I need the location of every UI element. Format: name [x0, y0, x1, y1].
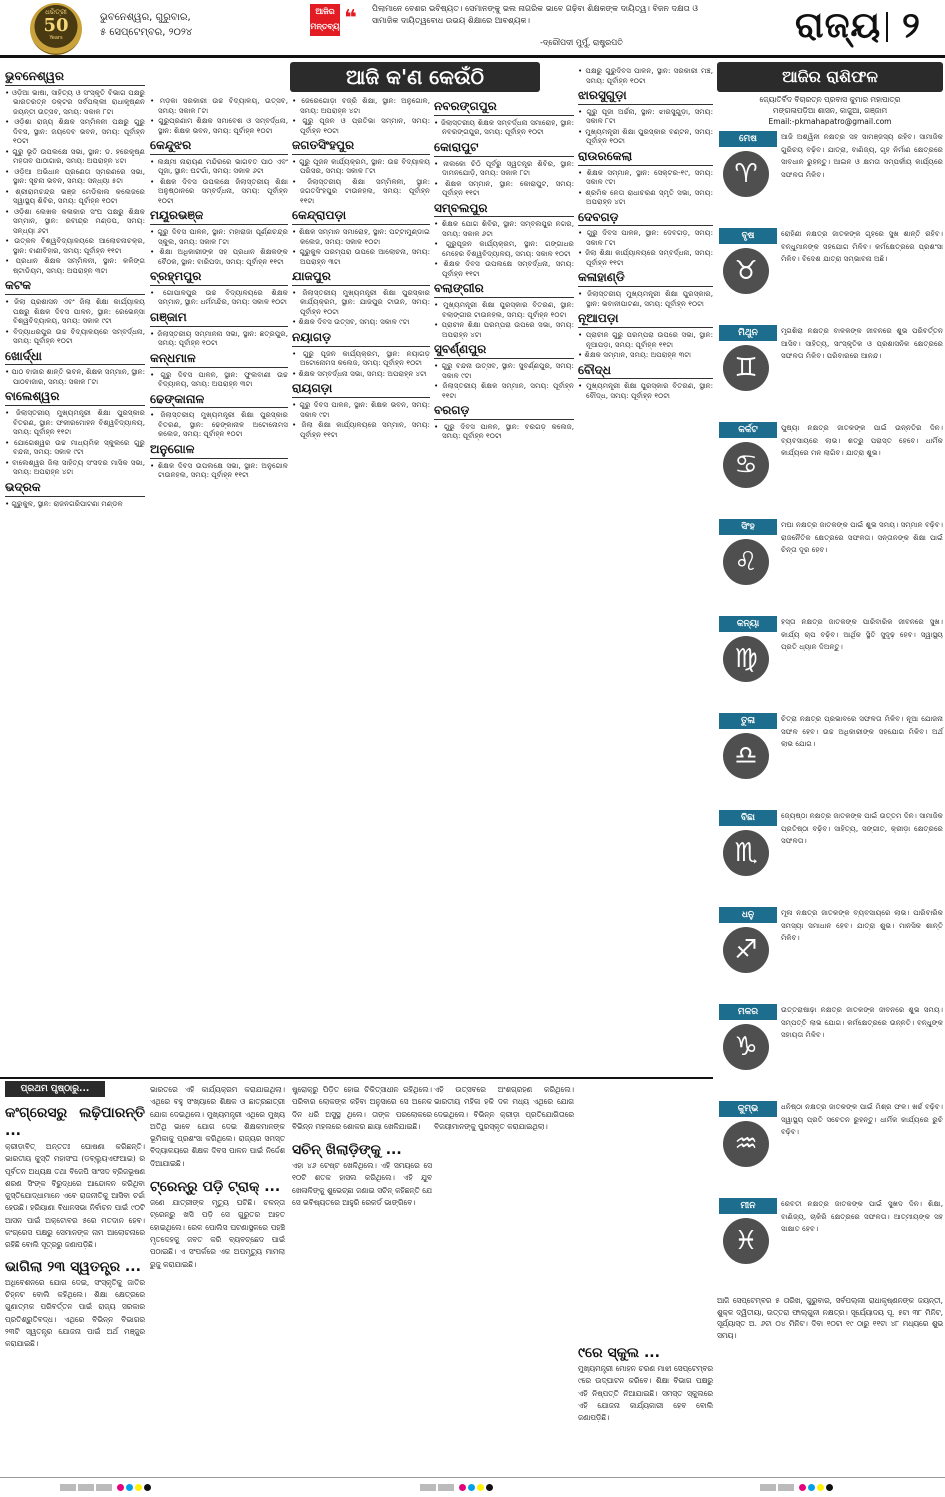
- event-item: • ପ୍ରଧାନ ଶିକ୍ଷକ ସମ୍ମିଳନୀ, ସ୍ଥାନ: କଳିଙ୍ଗ ଷ୍ଟାଡିୟମ, ସମୟ: ଅପରାହ୍ନ ୩ଟା: [5, 256, 145, 275]
- zodiac-icon: ♈: [723, 151, 769, 197]
- masthead: [0, 0, 945, 58]
- event-item: • ଶିକ୍ଷକ ଦିବସ ଉତ୍ସବ, ସମୟ: ସକାଳ ୯ଟା: [292, 317, 430, 327]
- events-banner: ଆଜି କ'ଣ କେଉଁଠି: [290, 62, 540, 92]
- event-item: • ଓଡ଼ିଶା ରାଜ୍ୟ ଶିକ୍ଷକ ସମ୍ମିଳନୀ ପକ୍ଷରୁ ଗୁରୁ ଦିବସ, ସ୍ଥାନ: ଜୟଦେବ ଭବନ, ସମୟ: ପୂର୍ବାହ୍ନ ୧୦ଟା: [5, 117, 145, 146]
- astrologer-email: Email:-pkmahapatro@gmail.com: [768, 117, 892, 126]
- event-item: • ପାଠ ବାଜାର ଶାନ୍ତି ଭବନ, ଶିକ୍ଷକ ସମ୍ମାନ, ସ୍ଥାନ: ପାଠବାଜାର, ସମୟ: ସକାଳ ୮ଟା: [5, 367, 145, 386]
- event-item: • ଗୁରୁ ବନ୍ଦନା ଉତ୍ସବ, ସ୍ଥାନ: ସୁବର୍ଣ୍ଣପୁର, ସମୟ: ସକାଳ ୯ଟା: [434, 361, 574, 380]
- sign-forecast: ଚିତ୍ରା ନକ୍ଷତ୍ର ପ୍ରଭାବରେ ସଫଳତା ମିଳିବ। ନୂଆ ଯୋଜନା ସଫଳ ହେବ। ଉଚ୍ଚ ଅଧିକାରୀଙ୍କ ସହଯୋଗ ମିଳିବ। ଅର୍ଥ ଲାଭ ଯୋଗ।: [781, 714, 943, 748]
- sign-forecast: ଜ୍ୟେଷ୍ଠା ନକ୍ଷତ୍ର ଜାତକଙ୍କ ପାଇଁ ଉତ୍ତମ ଦିନ। ସାମାଜିକ ପ୍ରତିଷ୍ଠା ବଢ଼ିବ। ସାହିତ୍ୟ, ସଙ୍ଗୀତ, କ୍ରୀଡ଼ା କ୍ଷେତ୍ରରେ ସଫଳତା।: [781, 811, 943, 845]
- dateline-place-day: ଭୁବନେଶ୍ୱର, ଗୁରୁବାର,: [100, 12, 191, 23]
- event-item: • ଶିକ୍ଷକ ସମ୍ମାନ, ସ୍ଥାନ: କୋରାପୁଟ, ସମୟ: ପୂର୍ବାହ୍ନ ୧୧ଟା: [434, 179, 574, 198]
- sign-name: ସିଂହ: [719, 519, 777, 535]
- story-headline: ଭାଗିଲା ୨୩ ସ୍ୱତନ୍ତ୍ର ...: [5, 1258, 141, 1275]
- event-item: • ନାଲକୋ ଚିଠି ପୂର୍ବରୁ ସ୍ୱତନ୍ତ୍ର ଶିବିର, ସ୍ଥାନ: ଦାମନଯୋଡ଼ି, ସମୟ: ସକାଳ ୮ଟା: [434, 159, 574, 178]
- district-heading: କନ୍ଧମାଳ: [150, 351, 288, 368]
- event-item: • ଶିକ୍ଷକ ଦିବସ ଉପଲକ୍ଷେ ସଭା, ସ୍ଥାନ: ଅନୁଗୋଳ ଟାଉନହଲ, ସମୟ: ପୂର୍ବାହ୍ନ ୧୧ଟା: [150, 461, 288, 480]
- sign-name: ବିଛା: [719, 810, 777, 826]
- sign-name: ମେଷ: [719, 131, 777, 147]
- event-item: • ଶିକ୍ଷକ ସମ୍ବର୍ଦ୍ଧନା ସଭା, ସମୟ: ଅପରାହ୍ନ ୪ଟା: [292, 369, 430, 379]
- event-item: • ଜିଲାସ୍ତରୀୟ ମୁଖ୍ୟମନ୍ତ୍ରୀ ଶିକ୍ଷା ପୁରସ୍କାର କାର୍ଯ୍ୟକ୍ରମ, ସ୍ଥାନ: ଯାଜପୁର ଟାଉନ, ସମୟ: ପୂର୍ବାହ୍ନ ୧୦ଟା: [292, 288, 430, 317]
- horoscope-title: ଆଜିର ରାଶିଫଳ: [717, 62, 943, 92]
- section-rule: [0, 1077, 713, 1079]
- horoscope-sign: [717, 810, 943, 903]
- event-item: • ଗୁରୁପୂଜନ କାର୍ଯ୍ୟକ୍ରମ, ସ୍ଥାନ: ଗଙ୍ଗାଧର ମେହେର ବିଶ୍ୱବିଦ୍ୟାଳୟ, ସମୟ: ସକାଳ ୧୦ଟା: [434, 239, 574, 258]
- event-item: • ଶ୍ରୀରାମଚନ୍ଦ୍ର ଭଞ୍ଜ ମେଡିକାଲ କଲେଜରେ ସ୍ୱାସ୍ଥ୍ୟ ଶିବିର, ସମୟ: ପୂର୍ବାହ୍ନ ୧୦ଟା: [5, 187, 145, 206]
- event-item: • ଗୁରୁ ପୂଜା ଅର୍ଚ୍ଚନା, ସ୍ଥାନ: ଝାରସୁଗୁଡ଼ା, ସମୟ: ସକାଳ ୮ଟା: [578, 107, 713, 126]
- event-item: • ଗୁରୁ ଭୃତି ଉପଲକ୍ଷେ ସଭା, ସ୍ଥାନ: ଡ. ହରେକୃଷ୍ଣ ମହତାବ ପାଠାଗାର, ସମୟ: ଅପରାହ୍ନ ୪ଟା: [5, 147, 145, 166]
- event-item: • ଶିକ୍ଷକ ସମ୍ମାନ, ସମୟ: ଅପରାହ୍ନ ୩ଟା: [578, 350, 713, 360]
- district-heading: ରାଉରକେଲା: [578, 149, 713, 166]
- today-quote-tag: [310, 4, 340, 36]
- logo-number: 50: [43, 15, 69, 37]
- story-body: କ୍ରୀଡ଼ାବିତ୍ ଅନ୍ତତଃ ଘୋଷଣା କରିଛନ୍ତି। ଭାରତୀୟ କୁସ୍ତି ମହାସଂଘ (ଡବ୍ଲ୍ୟୁଏଫଆଇ) ର ପୂର୍ବତନ ଅଧ୍ୟକ୍ଷ ତଥା ବିଜେପି ସାଂସଦ ବ୍ରିଜଭୂଷଣ ଶରଣ ସିଂଙ୍କ ବିରୁଦ୍ଧରେ ଆନ୍ଦୋଳନ କରିଥିବା କୁସ୍ତିଯୋଦ୍ଧାମାନେ ଏବେ ରାଜନୀତିକୁ ଆସିବା ଚର୍ଚ୍ଚା ହେଉଛି। ହରିୟାଣା ବିଧାନସଭା ନିର୍ବାଚନ ପାଇଁ ୯୦ଟି ଆସନ ପାଇଁ ଅକ୍ଟୋବର ୫ରେ ମତଦାନ ହେବ। କଂଗ୍ରେସ ପକ୍ଷରୁ ସେମାନଙ୍କ ନାମ ଆଲୋଚନାରେ ରହିଛି ବୋଲି ସୂତ୍ରରୁ ଜଣାପଡ଼ିଛି।: [5, 1142, 145, 1250]
- event-item: • ଜିଲାସ୍ତରୀୟ ମୁଖ୍ୟମନ୍ତ୍ରୀ ଶିକ୍ଷା ପୁରସ୍କାର, ସ୍ଥାନ: ଭବାନୀପାଟଣା, ସମୟ: ପୂର୍ବାହ୍ନ ୧୦ଟା: [578, 289, 713, 308]
- zodiac-icon: ♏: [723, 830, 769, 876]
- news-story: [578, 1084, 713, 1424]
- district-heading: ଅନୁଗୋଳ: [150, 442, 288, 459]
- sign-forecast: ରୋହିଣୀ ନକ୍ଷତ୍ର ଜାତକଙ୍କ ଗୃହରେ ସୁଖ ଶାନ୍ତି ରହିବ। ବନ୍ଧୁମାନଙ୍କ ସହଯୋଗ ମିଳିବ। କର୍ମକ୍ଷେତ୍ରରେ ପ୍ରଶଂସା ମିଳିବ। ବିଦେଶ ଯାତ୍ରା ସମ୍ଭାବନା ଅଛି।: [781, 229, 943, 263]
- event-item: • ଗୁରୁ ଦିବସ ପାଳନ, ସ୍ଥାନ: ମହାରାଜା ପୂର୍ଣ୍ଣଚନ୍ଦ୍ର ସ୍କୁଲ, ସମୟ: ସକାଳ ୮ଟା: [150, 227, 288, 246]
- almanac-note: ଆଜି ସେପ୍ଟେମ୍ବର ୫ ତାରିଖ, ଗୁରୁବାର, ସର୍ବପଲ୍ଲୀ ରାଧାକୃଷ୍ଣନଙ୍କ ଜୟନ୍ତୀ, ଶୁକ୍ଳ ଦ୍ୱିତୀୟା, ଉତ୍ତରା ଫାଲ୍ଗୁନୀ ନକ୍ଷତ୍ର। ସୂର୍ଯ୍ୟୋଦୟ ପୂ. ୫ଟା ୩୮ ମିନିଟ, ସୂର୍ଯ୍ୟାସ୍ତ ଅ. ୬ଟା ୦୪ ମିନିଟ। ଦିବା ୧୦ଟା ୧୯ ଠାରୁ ୧୧ଟା ୪୮ ମଧ୍ୟରେ ଶୁଭ ସମୟ।: [717, 1296, 943, 1340]
- district-heading: ଖୋର୍ଦ୍ଧା: [5, 349, 145, 366]
- horoscope-sign: [717, 519, 943, 612]
- district-heading: ନବରଙ୍ଗପୁର: [434, 99, 574, 116]
- event-item: • ଗୁରୁ ପୂଜନ କାର୍ଯ୍ୟକ୍ରମ, ସ୍ଥାନ: ନୟାଗଡ଼ ଅଟୋନୋମସ କଲେଜ, ସମୟ: ପୂର୍ବାହ୍ନ ୧୦ଟା: [292, 349, 430, 368]
- district-heading: ଭୁବନେଶ୍ୱର: [5, 69, 145, 86]
- story-headline: ସଚିନ୍ ଖିଲାଡ଼ିଙ୍କୁ ...: [292, 1142, 402, 1159]
- logo-years: Years: [49, 35, 63, 42]
- horoscope-sign: [717, 422, 943, 515]
- event-item: • ଜିଲାସ୍ତରୀୟ ମୁଖ୍ୟମନ୍ତ୍ରୀ ଶିକ୍ଷା ପୁରସ୍କାର ବିତରଣ, ସ୍ଥାନ: ଢେଙ୍କାନାଳ ଅଟୋନୋମସ କଲେଜ, ସମୟ: ପୂର୍ବାହ୍ନ ୧୦ଟା: [150, 410, 288, 439]
- event-item: • ପ୍ରାଚୀନ ଶିକ୍ଷା ପରମ୍ପରା ଉପରେ ସଭା, ସମୟ: ଅପରାହ୍ନ ୪ଟା: [434, 320, 574, 339]
- story-headline: କଂଗ୍ରେସରୁ ଲଢ଼ିପାରନ୍ତି ...: [5, 1105, 145, 1139]
- zodiac-icon: ♉: [723, 248, 769, 294]
- print-registration-marks: [60, 1484, 153, 1495]
- dateline: [100, 10, 192, 40]
- events-column-1: [5, 66, 145, 509]
- event-item: • ଲକ୍ଷ୍ମୀ ନାରାୟଣ ମନ୍ଦିରରେ ଭାଗବତ ପାଠ ଏବଂ ପୂଜା, ସ୍ଥାନ: ଘଟଗାଁ, ସମୟ: ସକାଳ ୬ଟା: [150, 157, 288, 176]
- news-story: [150, 1084, 285, 1271]
- event-item: • ପକ୍ଷରୁ ଗୁରୁଦିବସ ପାଳନ, ସ୍ଥାନ: ସରକାରୀ ମଞ୍ଚ, ସମୟ: ପୂର୍ବାହ୍ନ ୧୦ଟା: [578, 66, 713, 85]
- horoscope-sign: [717, 713, 943, 806]
- district-heading: ବୌଦ୍ଧ: [578, 363, 713, 380]
- event-item: • ଜିଲାସ୍ତରୀୟ ସମ୍ମାନନା ସଭା, ସ୍ଥାନ: ଛତ୍ରପୁର, ସମୟ: ପୂର୍ବାହ୍ନ ୧୦ଟା: [150, 329, 288, 348]
- horoscope-sign: [717, 131, 943, 224]
- event-item: • ଶିକ୍ଷକ ସମ୍ମାନ, ସ୍ଥାନ: ସେକ୍ଟର-୧୯, ସମୟ: ସକାଳ ୯ଟା: [578, 168, 713, 187]
- event-item: • ଗୁରୁ ଦିବସ ପାଳନ, ସ୍ଥାନ: ଦେବଗଡ଼, ସମୟ: ସକାଳ ୮ଟା: [578, 228, 713, 247]
- event-item: • ମୁଖ୍ୟମନ୍ତ୍ରୀ ଶିକ୍ଷା ପୁରସ୍କାର ବିତରଣ, ସ୍ଥାନ: ବଲାଙ୍ଗୀର ଟାଉନହଲ, ସମୟ: ପୂର୍ବାହ୍ନ ୧୦ଟା: [434, 300, 574, 319]
- horoscope-sign: [717, 325, 943, 418]
- event-item: • ଜିଲା ଶିକ୍ଷା କାର୍ଯ୍ୟାଳୟରେ ସମ୍ବର୍ଦ୍ଧନା, ସମୟ: ପୂର୍ବାହ୍ନ ୧୧ଟା: [578, 248, 713, 267]
- horoscope-sign: [717, 1198, 943, 1291]
- print-registration-marks: [760, 1484, 835, 1495]
- district-heading: ଝାରସୁଗୁଡ଼ା: [578, 88, 713, 105]
- sign-name: ମିଥୁନ: [719, 325, 777, 341]
- dateline-date: ୫ ସେପ୍ଟେମ୍ବର, ୨୦୨୪: [100, 27, 193, 38]
- district-heading: ସୁବର୍ଣ୍ଣପୁର: [434, 342, 574, 359]
- today-tag-line-1: ଆଜିର: [315, 7, 335, 16]
- event-item: • ଶିକ୍ଷକ ଦିବସ ଉପଲକ୍ଷେ ସମ୍ବର୍ଦ୍ଧନା, ସମୟ: ପୂର୍ବାହ୍ନ ୧୧ଟା: [434, 259, 574, 278]
- event-item: • ମଡ଼କା ସରକାରୀ ଉଚ୍ଚ ବିଦ୍ୟାଳୟ, ଉତ୍ସବ, ସମୟ: ସକାଳ ୮ଟା: [150, 96, 288, 115]
- event-item: • ଗୋପାଳପୁର ଉଚ୍ଚ ବିଦ୍ୟାଳୟରେ ଶିକ୍ଷକ ସମ୍ମାନ, ସ୍ଥାନ: ଧର୍ମମନ୍ଦିର, ସମୟ: ସକାଳ ୧୦ଟା: [150, 288, 288, 307]
- today-tag-line-2: ମନ୍ତବ୍ୟ: [310, 22, 340, 31]
- sign-name: ମକର: [719, 1004, 777, 1020]
- astrologer-name: ଜ୍ୟୋତିର୍ବିଦ ବିଚାରତ୍ନ ପ୍ରବାସ କୁମାର ମହାପାତ୍ର: [759, 95, 901, 104]
- zodiac-icon: ♑: [723, 1024, 769, 1070]
- sign-forecast: ପୁଷ୍ୟା ନକ୍ଷତ୍ର ଜାତକଙ୍କ ପାଇଁ ଉନ୍ନତିର ଦିନ। ବ୍ୟବସାୟରେ ଲାଭ। ଶତ୍ରୁ ପରାସ୍ତ ହେବେ। ଧାର୍ମିକ କାର୍ଯ୍ୟରେ ମନ ଲାଗିବ। ଯାତ୍ରା ଶୁଭ।: [781, 423, 943, 457]
- story-headline: ଟ୍ରେନ୍‌ରୁ ପଡ଼ି ଟ୍ରାକ୍ ...: [150, 1179, 281, 1196]
- story-body: ଭାରତରେ ଏହି କାର୍ଯ୍ୟକ୍ରମ କରାଯାଇଥିଲା। ଏଥିରେ ବହୁ ସଂଖ୍ୟାରେ ଶିକ୍ଷକ ଓ ଛାତ୍ରଛାତ୍ରୀ ଯୋଗ ଦେଇଥିଲେ। ମୁଖ୍ୟମନ୍ତ୍ରୀ ଏଥିରେ ମୁଖ୍ୟ ଅତିଥି ଭାବେ ଯୋଗ ଦେଇ ଶିକ୍ଷକମାନଙ୍କ ଭୂମିକାକୁ ପ୍ରଶଂସା କରିଥିଲେ। ରାଜ୍ୟର ସମସ୍ତ ବିଦ୍ୟାଳୟରେ ଶିକ୍ଷକ ଦିବସ ପାଳନ ପାଇଁ ନିର୍ଦ୍ଦେଶ ଦିଆଯାଇଛି।: [150, 1085, 285, 1168]
- event-item: • ଜିଲା ପ୍ରଶାସନ ଏବଂ ଜିଲା ଶିକ୍ଷା କାର୍ଯ୍ୟାଳୟ ପକ୍ଷରୁ ଶିକ୍ଷକ ଦିବସ ପାଳନ, ସ୍ଥାନ: ରେଭେନ୍ସା ବିଶ୍ୱବିଦ୍ୟାଳୟ, ସମୟ: ସକାଳ ୯ଟା: [5, 297, 145, 326]
- event-item: • ଶିକ୍ଷକ ଯୋଗ ଶିବିର, ସ୍ଥାନ: ସମ୍ବଲପୁର ନଗର, ସମୟ: ସକାଳ ୬ଟା: [434, 219, 574, 238]
- print-registration-marks: [420, 1484, 495, 1495]
- zodiac-icon: ♍: [723, 636, 769, 682]
- event-item: • ଶ୍ରମିକ ନେତା ରାଧାଚରଣ ସ୍ମୃତି ସଭା, ସମୟ: ଅପରାହ୍ନ ୪ଟା: [578, 188, 713, 207]
- event-item: • ଗୁରୁପ୍ରଣାମ ଶିକ୍ଷକ ସମାବେଶ ଓ ସମ୍ବର୍ଦ୍ଧନା, ସ୍ଥାନ: ଶିକ୍ଷକ ଭବନ, ସମୟ: ପୂର୍ବାହ୍ନ ୧୦ଟା: [150, 116, 288, 135]
- footer-rule: [0, 1477, 945, 1478]
- horoscope-sign: [717, 907, 943, 1000]
- event-item: • ଶିକ୍ଷା ଅଧିକାରୀଙ୍କ ସହ ପ୍ରଧାନ ଶିକ୍ଷକଙ୍କ ବୈଠକ, ସ୍ଥାନ: ବାରିପଦା, ସମୟ: ପୂର୍ବାହ୍ନ ୧୧ଟା: [150, 247, 288, 266]
- event-item: • ଜିଲାସ୍ତରୀୟ ଶିକ୍ଷକ ସମ୍ମାନ, ସମୟ: ପୂର୍ବାହ୍ନ ୧୧ଟା: [434, 381, 574, 400]
- district-heading: ନୂଆପଡ଼ା: [578, 311, 713, 328]
- front-page-tag: ପ୍ରଥମ ପୃଷ୍ଠାରୁ...: [5, 1081, 105, 1097]
- district-heading: ବଲାଙ୍ଗୀର: [434, 281, 574, 298]
- horoscope-sign: [717, 1004, 943, 1097]
- district-heading: କଳାହାଣ୍ଡି: [578, 270, 713, 287]
- sign-name: ଧନୁ: [719, 907, 777, 923]
- sign-forecast: ରେବତୀ ନକ୍ଷତ୍ର ଜାତକଙ୍କ ପାଇଁ ସୁଖଦ ଦିନ। ଶିକ୍ଷା, ବାଣିଜ୍ୟ, ଚାକିରି କ୍ଷେତ୍ରରେ ସଫଳତା। ଆତ୍ମୀୟଙ୍କ ସହ ସାକ୍ଷାତ ହେବ।: [781, 1199, 943, 1233]
- zodiac-icon: ♐: [723, 927, 769, 973]
- story-body: ଜଣେ ଯାତ୍ରୀଙ୍କ ମୃତ୍ୟୁ ଘଟିଛି। ଚଳନ୍ତା ଟ୍ରେନ୍‌ରୁ ଖସି ପଡ଼ି ସେ ଗୁରୁତର ଆହତ ହୋଇଥିଲେ। ରେଳ ପୋଲିସ ଘଟଣାସ୍ଥଳରେ ପହଞ୍ଚି ମୃତଦେହକୁ ଜବତ କରି ବ୍ୟବଚ୍ଛେଦ ପାଇଁ ପଠାଇଛି। ଏ ସଂପର୍କରେ ଏକ ଅପମୃତ୍ୟୁ ମାମଲା ରୁଜୁ କରାଯାଇଛି।: [150, 1198, 285, 1269]
- event-item: • ଯୋଗେଶ୍ୱର ଉଚ୍ଚ ମାଧ୍ୟମିକ ସ୍କୁଲରେ ଗୁରୁ ବନ୍ଦନା, ସମୟ: ସକାଳ ୯ଟା: [5, 438, 145, 457]
- event-item: • ଗୁରୁ ପୂଜନ ଓ ପ୍ରତିଭା ସମ୍ମାନ, ସମୟ: ପୂର୍ବାହ୍ନ ୧୦ଟା: [292, 116, 430, 135]
- logo-top-text: ଧରିତ୍ରୀ: [45, 8, 67, 16]
- sign-forecast: ମୂଳା ନକ୍ଷତ୍ର ଜାତକଙ୍କ ବ୍ୟବସାୟରେ ଲାଭ। ପାରିବାରିକ ସମସ୍ୟା ସମାଧାନ ହେବ। ଯାତ୍ରା ଶୁଭ। ମାନସିକ ଶାନ୍ତି ମିଳିବ।: [781, 908, 943, 942]
- event-item: • ଜିଲାସ୍ତରୀୟ ଶିକ୍ଷକ ସମ୍ବର୍ଦ୍ଧନା ସମାରୋହ, ସ୍ଥାନ: ନବରଙ୍ଗପୁର, ସମୟ: ପୂର୍ବାହ୍ନ ୧୦ଟା: [434, 118, 574, 137]
- district-heading: ମୟୂରଭଞ୍ଜ: [150, 208, 288, 225]
- sign-name: କର୍କଟ: [719, 422, 777, 438]
- story-body: ଷ୍ଟ୍ରୋକ୍‌ରୁ ପିଡ଼ିତ ହୋଇ ଚିକିତ୍ସାଧୀନ ରହିଥିଲେ। ପରିବାର ଲୋକଙ୍କ କହିବା ଅନୁସାରେ ସେ ଅନେକ ଦିନ ଧରି ଅସୁସ୍ଥ ଥିଲେ। ତାଙ୍କ ପରଲୋକରେ ବିଭିନ୍ନ ମହଲରେ ଶୋକର ଛାୟା ଖେଳିଯାଇଛି।: [292, 1085, 432, 1131]
- event-item: • ଗୁରୁ ଦିବସ ପାଳନ, ସ୍ଥାନ: ବରଗଡ଼ କଲେଜ, ସମୟ: ପୂର୍ବାହ୍ନ ୧୦ଟା: [434, 422, 574, 441]
- sign-name: ବୃଷ: [719, 228, 777, 244]
- event-item: • ବିଦ୍ୟାଧରପୁର ଉଚ୍ଚ ବିଦ୍ୟାଳୟରେ ସମ୍ବର୍ଦ୍ଧନା, ସମୟ: ପୂର୍ବାହ୍ନ ୧୦ଟା: [5, 327, 145, 346]
- district-heading: ଜଗତସିଂହପୁର: [292, 138, 430, 155]
- sign-name: କୁମ୍ଭ: [719, 1101, 777, 1117]
- event-item: • ଜିଲାସ୍ତରୀୟ ମୁଖ୍ୟମନ୍ତ୍ରୀ ଶିକ୍ଷା ପୁରସ୍କାର ବିତରଣ, ସ୍ଥାନ: ଫକୀରମୋହନ ବିଶ୍ୱବିଦ୍ୟାଳୟ, ସମୟ: ପୂର୍ବାହ୍ନ ୧୧ଟା: [5, 408, 145, 437]
- event-item: • ଓଡ଼ିଆ ଭାଷା, ସାହିତ୍ୟ ଓ ସଂସ୍କୃତି ବିଭାଗ ପକ୍ଷରୁ ଭାରତରତ୍ନ ଡକ୍ଟର ସର୍ବପଲ୍ଲୀ ରାଧାକୃଷ୍ଣନ ଜୟନ୍ତୀ ଉତ୍ସବ, ସମୟ: ସକାଳ ୮ଟା: [5, 88, 145, 117]
- horoscope-signs: [717, 131, 943, 1291]
- story-body: ଅଧିବେଶନରେ ଯୋଗ ଦେଇ, ସଂସ୍କୃତିକୁ ଜାତିର ଚିହ୍ନଟ ବୋଲି କହିଥିଲେ। ଶିକ୍ଷା କ୍ଷେତ୍ରରେ ଗୁଣାତ୍ମକ ପରିବର୍ତ୍ତନ ପାଇଁ ରାଜ୍ୟ ସରକାର ପ୍ରତିଶ୍ରୁତିବଦ୍ଧ। ଏଥିରେ ବିଭିନ୍ନ ବିଭାଗର ୨୩ଟି ସ୍ୱତନ୍ତ୍ର ଯୋଜନା ପାଇଁ ଅର୍ଥ ମଞ୍ଜୁର କରାଯାଇଛି।: [5, 1277, 145, 1349]
- horoscope-panel: [717, 62, 943, 1341]
- district-heading: ଢେଙ୍କାନାଳ: [150, 392, 288, 409]
- events-column-5: [578, 66, 713, 401]
- events-column-4: [434, 96, 574, 442]
- zodiac-icon: ♎: [723, 733, 769, 779]
- story-headline: ୯ରେ ସ୍କୁଲ ...: [578, 1345, 660, 1361]
- event-item: • ଜିଲାସ୍ତରୀୟ ଶିକ୍ଷା ସମ୍ମିଳନୀ, ସ୍ଥାନ: ଜଗତସିଂହପୁର ଟାଉନହଲ, ସମୟ: ପୂର୍ବାହ୍ନ ୧୧ଟା: [292, 177, 430, 206]
- event-item: • ଉତ୍କଳ ବିଶ୍ୱବିଦ୍ୟାଳୟରେ ଆଲୋଚନାଚକ୍ର, ସ୍ଥାନ: ବାଣୀବିହାର, ସମୟ: ପୂର୍ବାହ୍ନ ୧୧ଟା: [5, 236, 145, 255]
- zodiac-icon: ♓: [723, 1218, 769, 1264]
- anniversary-logo: [30, 3, 82, 55]
- astrologer-address: ମଙ୍ଗଳାପଡ଼ିଆ ଶାସନ, କାଜୁଆ, ଗଞ୍ଜାମ: [772, 106, 888, 115]
- section-divider: [886, 12, 888, 42]
- district-heading: ବ୍ରହ୍ମପୁର: [150, 269, 288, 286]
- news-story: [292, 1084, 432, 1209]
- district-heading: ଗଞ୍ଜାମ: [150, 310, 288, 327]
- event-item: • ଗୁରୁ ଦିବସ ପାଳନ, ସ୍ଥାନ: ଶିକ୍ଷକ ଭବନ, ସମୟ: ସକାଳ ୯ଟା: [292, 400, 430, 419]
- events-column-3: [292, 96, 430, 440]
- district-heading: କେନ୍ଦ୍ରାପଡ଼ା: [292, 208, 430, 225]
- district-heading: ଯାଜପୁର: [292, 269, 430, 286]
- page-number: ୨: [902, 5, 920, 46]
- event-item: • ଗୁରୁକୁଳ ପରମ୍ପରା ଉପରେ ଆଲୋଚନା, ସମୟ: ଅପରାହ୍ନ ୩ଟା: [292, 247, 430, 266]
- sign-forecast: ଧନିଷ୍ଠା ନକ୍ଷତ୍ର ଜାତକଙ୍କ ପାଇଁ ମିଶ୍ର ଫଳ। ଖର୍ଚ୍ଚ ବଢ଼ିବ। ସ୍ୱାସ୍ଥ୍ୟ ପ୍ରତି ସଚେତନ ରୁହନ୍ତୁ। ଧାର୍ମିକ କାର୍ଯ୍ୟରେ ରୁଚି ବଢ଼ିବ।: [781, 1102, 943, 1136]
- sign-forecast: ମଘା ନକ୍ଷତ୍ର ଜାତକଙ୍କ ପାଇଁ ଶୁଭ ସମୟ। ସମ୍ମାନ ବଢ଼ିବ। ରାଜନୈତିକ କ୍ଷେତ୍ରରେ ସଫଳତା। ସନ୍ତାନଙ୍କ ଶିକ୍ଷା ପାଇଁ ଚିନ୍ତା ଦୂର ହେବ।: [781, 520, 943, 554]
- district-heading: ବରଗଡ଼: [434, 403, 574, 420]
- event-item: • ଜେରେଗୋଡ଼ା ବଜ୍ରି ଶିକ୍ଷା, ସ୍ଥାନ: ଅନୁଗୋଳ, ସମୟ: ଅପରାହ୍ନ ୪ଟା: [292, 96, 430, 115]
- district-heading: ଦେବଗଡ଼: [578, 210, 713, 227]
- sign-forecast: ହସ୍ତା ନକ୍ଷତ୍ର ଜାତକଙ୍କ ପାରିବାରିକ ଜୀବନରେ ସୁଖ। କାର୍ଯ୍ୟ ଚାପ ବଢ଼ିବ। ଆର୍ଥିକ ସ୍ଥିତି ସୁଦୃଢ଼ ହେବ। ସ୍ୱାସ୍ଥ୍ୟ ପ୍ରତି ଧ୍ୟାନ ଦିଅନ୍ତୁ।: [781, 617, 943, 651]
- sign-name: ତୁଳା: [719, 713, 777, 729]
- event-item: • ଜିଲା ଶିକ୍ଷା କାର୍ଯ୍ୟାଳୟରେ ସମ୍ମାନ, ସମୟ: ପୂର୍ବାହ୍ନ ୧୧ଟା: [292, 420, 430, 439]
- event-item: • ବାଲେଶ୍ୱର ଜିଲା ସାହିତ୍ୟ ସଂସଦର ମାସିକ ସଭା, ସମୟ: ଅପରାହ୍ନ ୪ଟା: [5, 458, 145, 477]
- event-item: • ଗୁରୁ ପୂଜନ କାର୍ଯ୍ୟକ୍ରମ, ସ୍ଥାନ: ଉଚ୍ଚ ବିଦ୍ୟାଳୟ ପରିସର, ସମୟ: ସକାଳ ୮ଟା: [292, 157, 430, 176]
- story-body: ମୁଖ୍ୟମନ୍ତ୍ରୀ ମୋହନ ଚରଣ ମାଝୀ ସେପ୍ଟେମ୍ବର ୯ରେ ଉଦ୍‌ଘାଟନ କରିବେ। ଶିକ୍ଷା ବିଭାଗ ପକ୍ଷରୁ ଏହି ନିଷ୍ପତ୍ତି ନିଆଯାଇଛି। ସମସ୍ତ ସ୍କୁଲରେ ଏହି ଯୋଜନା କାର୍ଯ୍ୟକାରୀ ହେବ ବୋଲି ଜଣାପଡ଼ିଛି।: [578, 1364, 713, 1423]
- sign-name: କନ୍ୟା: [719, 616, 777, 632]
- horoscope-sign: [717, 1101, 943, 1194]
- news-story: [5, 1104, 145, 1350]
- district-heading: କଟକ: [5, 278, 145, 295]
- district-heading: ନୟାଗଡ଼: [292, 330, 430, 347]
- sign-name: ମୀନ: [719, 1198, 777, 1214]
- event-item: • ମୁଖ୍ୟମନ୍ତ୍ରୀ ଶିକ୍ଷା ପୁରସ୍କାର ବିତରଣ, ସ୍ଥାନ: ବୌଦ୍ଧ, ସମୟ: ପୂର୍ବାହ୍ନ ୧୦ଟା: [578, 381, 713, 400]
- horoscope-sign: [717, 228, 943, 321]
- section-title: ରାଜ୍ୟ: [795, 5, 882, 46]
- district-heading: ସମ୍ବଲପୁର: [434, 201, 574, 218]
- zodiac-icon: ♋: [723, 442, 769, 488]
- sign-forecast: ଉତ୍ତରାଷାଢ଼ା ନକ୍ଷତ୍ର ଜାତକଙ୍କ ଜୀବନରେ ଶୁଭ ସମୟ। ସମ୍ପତ୍ତି ଲାଭ ଯୋଗ। କର୍ମକ୍ଷେତ୍ରରେ ଉନ୍ନତି। ବନ୍ଧୁଙ୍କ ସହାୟତା ମିଳିବ।: [781, 1005, 943, 1039]
- district-heading: ରାୟଗଡ଼ା: [292, 381, 430, 398]
- district-heading: କେନ୍ଦୁଝର: [150, 138, 288, 155]
- district-heading: ଭଦ୍ରକ: [5, 480, 145, 497]
- event-item: • ମୁଖ୍ୟମନ୍ତ୍ରୀ ଶିକ୍ଷା ପୁରସ୍କାର ବଣ୍ଟନ, ସମୟ: ପୂର୍ବାହ୍ନ ୧୦ଟା: [578, 127, 713, 146]
- event-item: • ଶିକ୍ଷକ ଦିବସ ଉପଲକ୍ଷେ ଜିଲାସ୍ତରୀୟ ଶିକ୍ଷା ଅନୁଷ୍ଠାନରେ ସମ୍ବର୍ଦ୍ଧନା, ସମୟ: ପୂର୍ବାହ୍ନ ୧୦ଟା: [150, 177, 288, 206]
- district-heading: କୋରାପୁଟ: [434, 140, 574, 157]
- story-body: ଏହା ୪୬ ଟେଷ୍ଟ ଖେଳିଥିଲେ। ଏହି ସମୟରେ ସେ ୧୦ଟି ଶତକ ହାସଲ କରିଥିଲେ। ଏହି ଯୁବ ଖେଳାଳିଙ୍କୁ ଶୁଭେଚ୍ଛା ଜଣାଇ ସଚିନ୍ କହିଛନ୍ତି ଯେ ସେ ଭବିଷ୍ୟତରେ ଆହୁରି ରେକର୍ଡ ଭାଙ୍ଗିବେ।: [292, 1161, 432, 1208]
- quote-text: ପିଲାମାନେ ବେଶର ଭବିଷ୍ୟତ। ସେମାନଙ୍କୁ ଭଲ ନାଗରିକ ଭାବେ ଗଢ଼ିବା ଶିକ୍ଷକଙ୍କ ଦାୟିତ୍ୱ। ବିଜନ ଦକ୍ଷତା ଓ ସାମାଜିକ ଦାୟିତ୍ୱବୋଧ ଉଭୟ ଶିକ୍ଷାରେ ଆବଶ୍ୟକ।: [372, 4, 698, 25]
- event-item: • ଓଡ଼ିଆ ଅଭିଧାନ ପ୍ରଣେତା ସ୍ମରଣରେ ସଭା, ସ୍ଥାନ: ସୂଚନା ଭବନ, ସମୟ: ସନ୍ଧ୍ୟା ୫ଟା: [5, 167, 145, 186]
- zodiac-icon: ♊: [723, 345, 769, 391]
- event-item: • ଓଡ଼ିଶା ଲେଖକ କଳାକାର ସଂଘ ପକ୍ଷରୁ ଶିକ୍ଷକ ସମ୍ମାନ, ସ୍ଥାନ: ରବୀନ୍ଦ୍ର ମଣ୍ଡପ, ସମୟ: ସନ୍ଧ୍ୟା ୬ଟା: [5, 207, 145, 236]
- horoscope-credit: [717, 94, 943, 127]
- sign-forecast: ଆଜି ଅଶ୍ୱିନୀ ନକ୍ଷତ୍ର ସହ ସାମଞ୍ଜସ୍ୟ ରହିବ। ସାମାଜିକ ଗୁରିଚୟ ବଢ଼ିବ। ଯାତ୍ରା, ବାଣିଜ୍ୟ, ଗୃହ ନିର୍ମାଣ କ୍ଷେତ୍ରରେ ସାବଧାନ ରୁହନ୍ତୁ। ଆଇନ ଓ କ୍ଷମତା ସମ୍ପର୍କୀୟ କାର୍ଯ୍ୟରେ ସଫଳତା ମିଳିବ।: [781, 132, 943, 179]
- event-item: • ଗୁରୁ ଦିବସ ପାଳନ, ସ୍ଥାନ: ଫୁଲବାଣୀ ଉଚ୍ଚ ବିଦ୍ୟାଳୟ, ସମୟ: ଅପରାହ୍ନ ୩ଟା: [150, 370, 288, 389]
- event-item: • ଶିକ୍ଷକ ସମ୍ମାନ ସମାରୋହ, ସ୍ଥାନ: ପଟ୍ଟାମୁଣ୍ଡାଇ କଲେଜ, ସମୟ: ସକାଳ ୧୦ଟା: [292, 227, 430, 246]
- story-body: ଏହି ଉତ୍ସବରେ ଅଂଶଗ୍ରହଣ କରିଥିଲେ। ଭାରତୀୟ ମହିଳା ହକି ଦଳ ମଧ୍ୟ ଏଥିରେ ଯୋଗ ଦେଇଥିଲେ। ବିଭିନ୍ନ କ୍ରୀଡ଼ା ପ୍ରତିଯୋଗିତାରେ ବିଜୟୀମାନଙ୍କୁ ପୁରସ୍କୃତ କରାଯାଇଥିଲା।: [434, 1085, 574, 1131]
- events-column-2: [150, 96, 288, 481]
- sign-forecast: ମୃଗଶିରା ନକ୍ଷତ୍ର ବାଳକଙ୍କ ଜୀବନରେ ଶୁଭ ପରିବର୍ତ୍ତନ ଆସିବ। ସାହିତ୍ୟ, ସାଂସ୍କୃତିକ ଓ ପ୍ରଶାସନିକ କ୍ଷେତ୍ରରେ ସଫଳତା ମିଳିବ। ପରିବାରରେ ଆନନ୍ଦ।: [781, 326, 943, 360]
- district-heading: ବାଲେଶ୍ୱର: [5, 389, 145, 406]
- news-story: [434, 1084, 574, 1133]
- quote-author: -ଦ୍ରୌପଦୀ ମୁର୍ମୁ, ରାଷ୍ଟ୍ରପତି: [540, 38, 623, 47]
- zodiac-icon: ♌: [723, 539, 769, 585]
- event-item: • ପ୍ରାଚୀନ ଗୁରୁ ପରମ୍ପରା ଉପରେ ସଭା, ସ୍ଥାନ: ନୂଆପଡ଼ା, ସମୟ: ପୂର୍ବାହ୍ନ ୧୧ଟା: [578, 330, 713, 349]
- horoscope-sign: [717, 616, 943, 709]
- zodiac-icon: ♒: [723, 1121, 769, 1167]
- quote-icon: ❝: [344, 6, 357, 31]
- event-item: • ଗୁରୁକୁଳ, ସ୍ଥାନ: ରାଜନଗରିପାଟଣା ମଣ୍ଡଳ: [5, 499, 145, 509]
